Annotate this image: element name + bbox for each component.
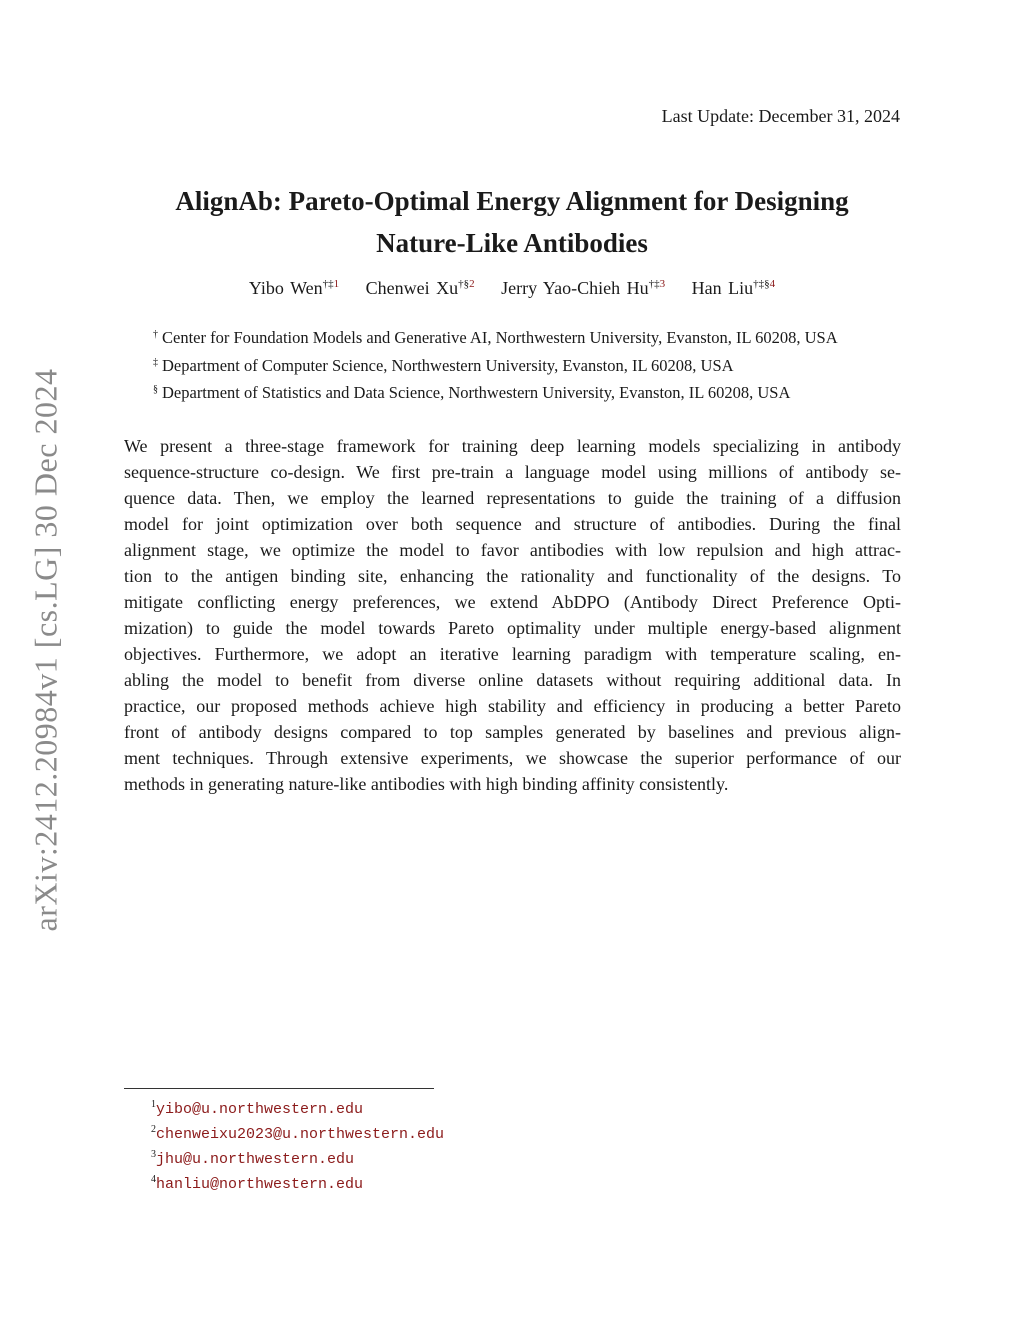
affiliation-marks: †‡§: [753, 278, 770, 290]
footnote-number: 2: [151, 1124, 156, 1135]
affiliation: [153, 351, 838, 379]
abstract-line: model for joint optimization over both sequence and structure of antibodies. During the final: [124, 514, 901, 534]
affiliation-list: [153, 323, 838, 406]
author: [501, 278, 665, 299]
abstract-line: practice, our proposed methods achieve high stability and efficiency in producing a better Pareto: [124, 696, 901, 716]
affiliation-marks: †§: [458, 278, 470, 290]
author-name: Chenwei Xu: [365, 278, 459, 298]
footnote-link[interactable]: 3: [659, 278, 666, 290]
abstract-line: alignment stage, we optimize the model to favor antibodies with low repulsion and high attrac-: [124, 540, 901, 560]
author: [692, 278, 775, 299]
email-link[interactable]: hanliu@northwestern.edu: [156, 1176, 364, 1193]
author-name: Han Liu: [691, 278, 754, 298]
abstract-line: mization) to guide the model towards Pareto optimality under multiple energy-based alignment: [124, 618, 901, 638]
abstract-line: We present a three-stage framework for training deep learning models specializing in antibody: [124, 436, 901, 456]
abstract-line: quence data. Then, we employ the learned representations to guide the training of a diffusion: [124, 488, 901, 508]
abstract: [124, 433, 901, 797]
abstract-line: abling the model to benefit from diverse online datasets without requiring additional data. In: [124, 670, 901, 690]
footnote-list: [151, 1095, 444, 1195]
author: [249, 278, 339, 299]
email-link[interactable]: chenweixu2023@u.northwestern.edu: [156, 1126, 445, 1143]
author-name: Yibo Wen: [248, 278, 323, 298]
author-list: [0, 278, 1024, 299]
author-name: Jerry Yao-Chieh Hu: [501, 278, 649, 298]
footnote-link[interactable]: 1: [333, 278, 340, 290]
footnote: [151, 1170, 444, 1195]
arxiv-side-identifier: arXiv:2412.20984v1 [cs.LG] 30 Dec 2024: [27, 368, 64, 932]
abstract-line: front of antibody designs compared to top samples generated by baselines and previous align-: [124, 722, 901, 742]
footnote-number: 1: [151, 1099, 156, 1110]
footnote-link[interactable]: 2: [469, 278, 475, 290]
affiliation: [153, 323, 838, 351]
affiliation-text: Department of Computer Science, Northwestern University, Evanston, IL 60208, USA: [162, 355, 734, 375]
footnote-number: 4: [151, 1174, 156, 1185]
title-line: AlignAb: Pareto-Optimal Energy Alignment for Designing: [175, 186, 849, 216]
author: [366, 278, 475, 299]
title-line: Nature-Like Antibodies: [376, 228, 648, 258]
footnote-number: 3: [151, 1149, 156, 1160]
affiliation: [153, 378, 838, 406]
affiliation-mark: ‡: [153, 356, 158, 368]
email-link[interactable]: yibo@u.northwestern.edu: [156, 1101, 364, 1118]
affiliation-mark: §: [153, 384, 158, 395]
affiliation-text: Department of Statistics and Data Science, Northwestern University, Evanston, IL 60208, USA: [162, 383, 791, 402]
footnote-link[interactable]: 4: [769, 278, 776, 290]
footnote: [151, 1120, 444, 1145]
footnote: [151, 1145, 444, 1170]
email-link[interactable]: jhu@u.northwestern.edu: [156, 1151, 355, 1168]
paper-title: [0, 180, 1024, 264]
last-update-date: Last Update: December 31, 2024: [661, 106, 900, 126]
affiliation-text: Center for Foundation Models and Generative AI, Northwestern University, Evanston, IL 60208, USA: [162, 328, 838, 347]
abstract-line: tion to the antigen binding site, enhancing the rationality and functionality of the designs. To: [124, 566, 901, 586]
affiliation-mark: †: [153, 329, 158, 340]
affiliation-marks: †‡: [648, 278, 660, 290]
abstract-line: methods in generating nature-like antibodies with high binding affinity consistently.: [124, 774, 729, 794]
footnote: [151, 1095, 444, 1120]
abstract-line: ment techniques. Through extensive experiments, we showcase the superior performance of our: [124, 748, 901, 768]
abstract-line: sequence-structure co-design. We first pre-train a language model using millions of antibody se-: [124, 462, 901, 482]
abstract-line: mitigate conflicting energy preferences, we extend AbDPO (Antibody Direct Preference Opti-: [124, 592, 901, 612]
abstract-line: objectives. Furthermore, we adopt an iterative learning paradigm with temperature scaling, en-: [124, 644, 901, 664]
affiliation-marks: †‡: [322, 278, 334, 290]
footnote-divider: [124, 1088, 434, 1089]
